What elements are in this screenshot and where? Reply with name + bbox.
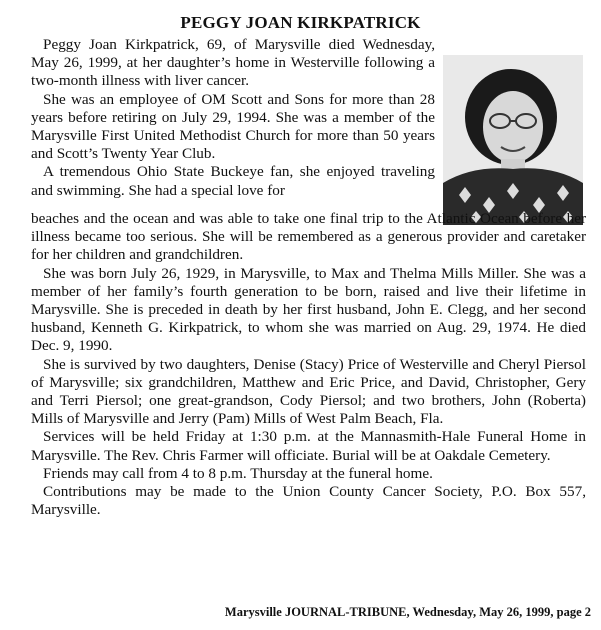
obituary-body-narrow <box>31 36 435 200</box>
paragraph-career: She was an employee of OM Scott and Sons for more than 28 years before retiring on July 29, 1994. She was a member of the Marysville First United Methodist Church for more than 50 years and Scott’s Twenty Year Club. <box>31 90 435 163</box>
paragraph-services: Services will be held Friday at 1:30 p.m. at the Mannasmith-Hale Funeral Home in Marysville. The Rev. Chris Farmer will officiate. Burial will be at Oakdale Cemetery. <box>31 428 586 464</box>
portrait-photo <box>443 55 583 225</box>
paragraph-interests-start: A tremendous Ohio State Buckeye fan, she enjoyed traveling and swimming. She had a special love for <box>31 163 435 199</box>
paragraph-death-notice: Peggy Joan Kirkpatrick, 69, of Marysville died Wednesday, May 26, 1999, at her daughter’s home in Westerville following a two-month illness with liver cancer. <box>31 36 435 90</box>
paragraph-biography: She was born July 26, 1929, in Marysville, to Max and Thelma Mills Miller. She was a member of her family’s fourth generation to be born, raised and live their lifetime in Marysville. She is preceded in death by her first husband, John E. Clegg, and her second husband, Kenneth G. Kirkpatrick, to whom she was married on Aug. 29, 1974. He died Dec. 9, 1990. <box>31 264 586 355</box>
paragraph-survivors: She is survived by two daughters, Denise (Stacy) Price of Westerville and Cheryl Piersol of Marysville; six grandchildren, Matthew and Eric Price, and David, Christopher, Gery and Terri Piersol; one great-grandson, Cody Piersol; and two brothers, John (Roberta) Mills of Marysville and Jerry (Pam) Mills of West Palm Beach, Fla. <box>31 355 586 428</box>
paragraph-calling-hours: Friends may call from 4 to 8 p.m. Thursday at the funeral home. <box>43 464 433 482</box>
source-caption: Marysville JOURNAL-TRIBUNE, Wednesday, May 26, 1999, page 2 <box>224 605 591 619</box>
paragraph-contributions: Contributions may be made to the Union County Cancer Society, P.O. Box 557, Marysville. <box>31 483 586 519</box>
paragraph-interests-continued: beaches and the ocean and was able to take one final trip to the Atlantic Ocean before her illness became too serious. She will be remembered as a generous provider and caretaker for her children and grandchildren. <box>31 210 586 264</box>
obituary-body-wide <box>31 210 586 519</box>
obituary-title: PEGGY JOAN KIRKPATRICK <box>180 13 421 32</box>
